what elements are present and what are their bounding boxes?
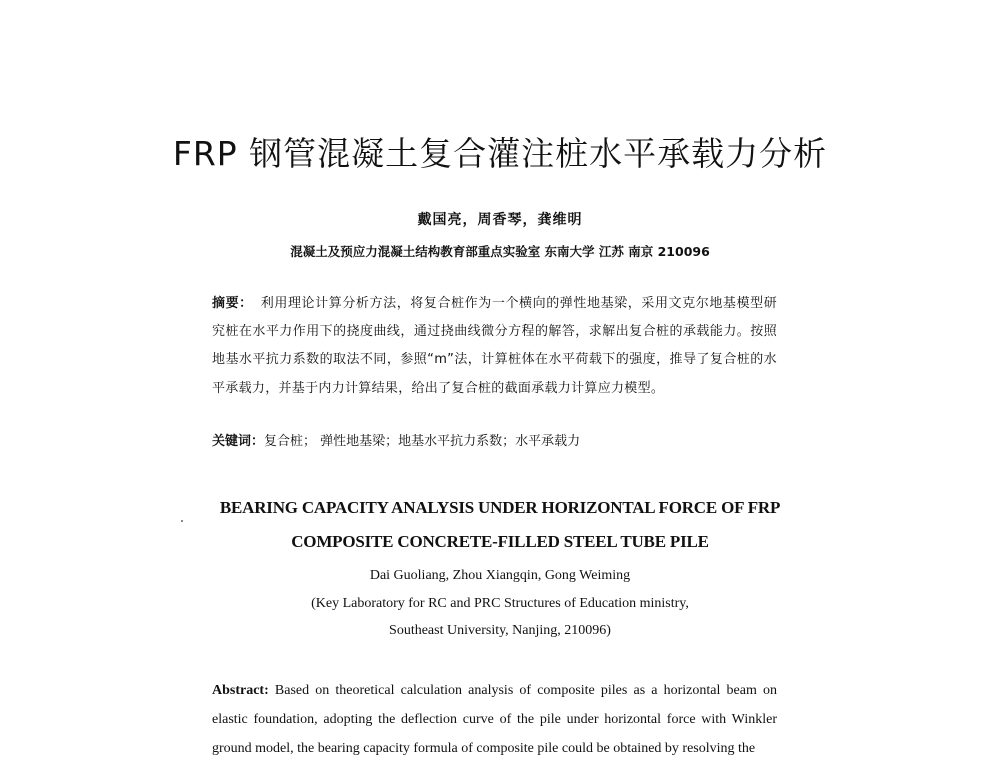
chinese-authors: 戴国亮，周香琴，龚维明	[417, 212, 583, 228]
chinese-keywords-label: 关键词：	[212, 434, 265, 449]
english-abstract-label: Abstract:	[212, 683, 269, 698]
english-affiliation-line-1: (Key Laboratory for RC and PRC Structures of Education ministry,	[311, 596, 689, 611]
chinese-abstract-text: 利用理论计算分析方法，将复合桩作为一个横向的弹性地基梁，采用文克尔地基模型研究桩在水平力作用下的挠度曲线，通过挠曲线微分方程的解答，求解出复合桩的承载能力。按照地基水平抗力系数的取法不同，参照“m”法，计算桩体在水平荷载下的强度，推导了复合桩的水平承载力，并基于内力计算结果，给出了复合桩的截面承载力计算应力模型。	[212, 296, 777, 396]
english-title-line-2: COMPOSITE CONCRETE-FILLED STEEL TUBE PILE	[291, 532, 709, 551]
english-affiliation-line-2: Southeast University, Nanjing, 210096)	[389, 623, 611, 638]
english-abstract-text: Based on theoretical calculation analysis of composite piles as a horizontal beam on elastic foundation, adopting the deflection curve of the pile under horizontal force with Winkler ground model, the bearing capacity formula of composite pile could be obtained by resolving the	[212, 683, 777, 756]
english-title-line-1: BEARING CAPACITY ANALYSIS UNDER HORIZONTAL FORCE OF FRP	[219, 498, 781, 517]
english-abstract	[212, 676, 777, 760]
chinese-abstract	[212, 290, 777, 403]
chinese-keywords	[212, 428, 777, 456]
chinese-title: FRP 钢管混凝土复合灌注桩水平承载力分析	[172, 134, 828, 173]
chinese-keywords-text: 复合桩； 弹性地基梁；地基水平抗力系数；水平承载力	[264, 434, 581, 449]
scan-speck	[181, 520, 183, 522]
chinese-abstract-label: 摘要：	[212, 296, 253, 311]
chinese-affiliation: 混凝土及预应力混凝土结构教育部重点实验室 东南大学 江苏 南京 210096	[290, 244, 710, 259]
english-authors: Dai Guoliang, Zhou Xiangqin, Gong Weiming	[369, 568, 631, 583]
